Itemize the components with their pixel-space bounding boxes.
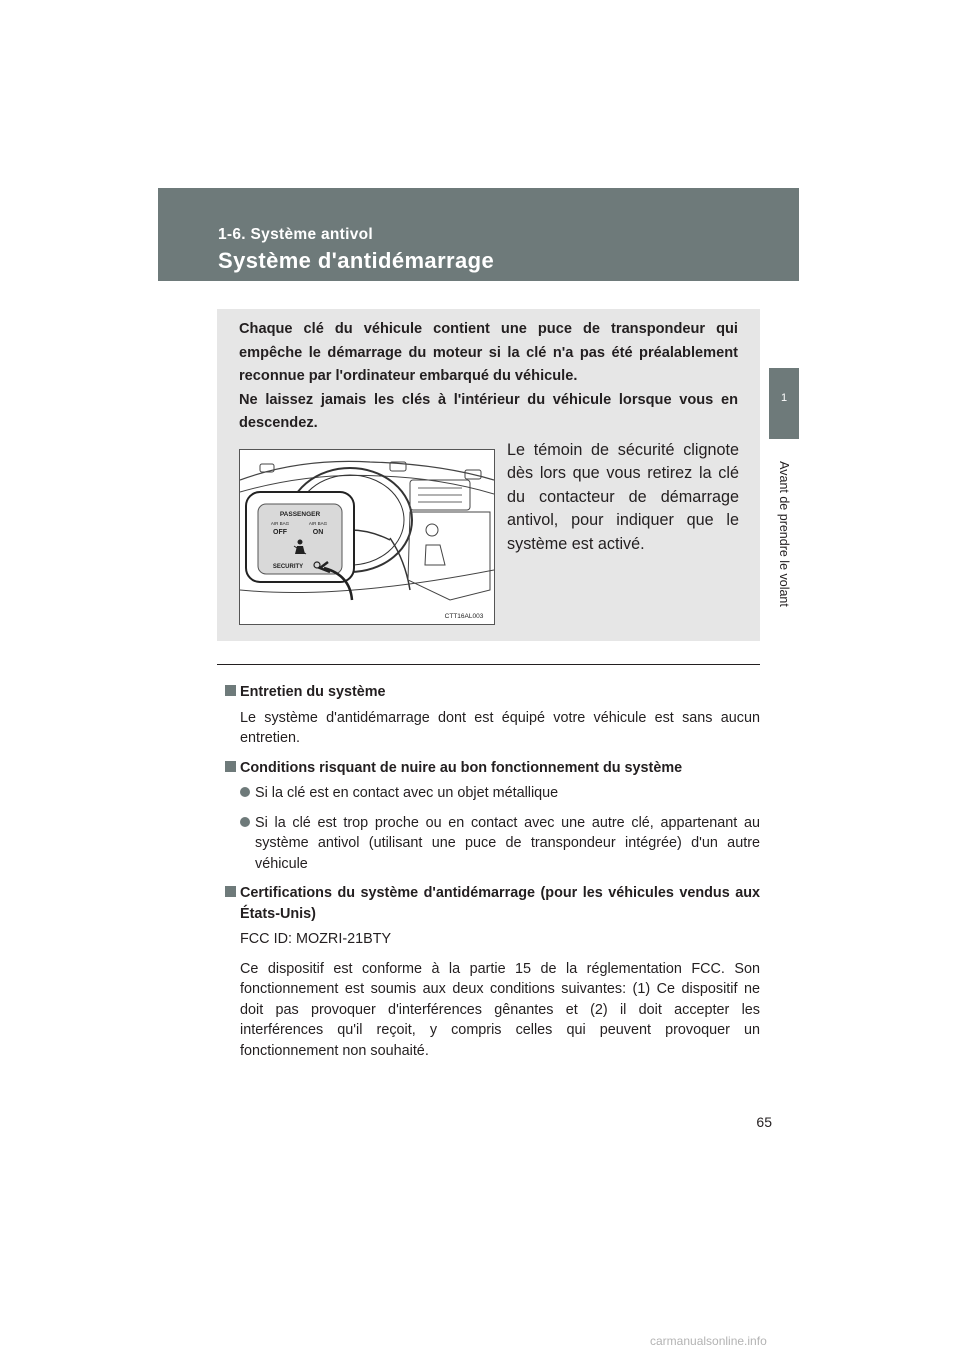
- section-heading: Certifications du système d'antidémarrage (pour les véhicules vendus aux États-Unis): [225, 883, 760, 924]
- list-item: Si la clé est en contact avec un objet métallique: [240, 783, 760, 804]
- square-bullet-icon: [225, 761, 236, 772]
- figure-caption: Le témoin de sécurité clignote dès lors que vous retirez la clé du contacteur de démarrage antivol, pour indiquer que le système est activé.: [507, 441, 739, 553]
- list-item: Si la clé est trop proche ou en contact avec une autre clé, appartenant au système antivol (utilisant une puce de transpondeur intégrée) d'un autre véhicule: [240, 813, 760, 875]
- chapter-number: 1: [780, 392, 788, 404]
- section-text: Ce dispositif est conforme à la partie 15 de la réglementation FCC. Son fonctionnement est soumis aux deux conditions suivantes: (1) Ce dispositif ne doit pas provoquer d'interférences gênantes et (2) il doit accepter les interférences qu'il reçoit, y compris celles qui peuvent provoquer un fonctionnement non souhaité.: [240, 960, 760, 1059]
- dashboard-drawing: [240, 450, 494, 624]
- on-label: ON: [312, 529, 324, 536]
- intro-paragraph-2: Ne laissez jamais les clés à l'intérieur du véhicule lorsque vous en descendez.: [239, 391, 738, 432]
- fcc-id: FCC ID: MOZRI-21BTY: [240, 931, 392, 947]
- square-bullet-icon: [225, 685, 236, 696]
- round-bullet-icon: [240, 817, 250, 827]
- content: [225, 682, 760, 1070]
- page-number: 65: [756, 1114, 772, 1130]
- intro-box: [217, 309, 760, 641]
- intro-text: [239, 318, 738, 436]
- watermark: carmanualsonline.info: [650, 1334, 767, 1348]
- intro-paragraph-1: Chaque clé du véhicule contient une puce de transpondeur qui empêche le démarrage du moteur si la clé n'a pas été préalablement reconnue par l'ordinateur embarqué du véhicule.: [239, 321, 738, 385]
- security-label: SECURITY: [272, 564, 304, 570]
- off-label: OFF: [273, 529, 287, 536]
- chapter-label: Avant de prendre le volant: [777, 461, 791, 607]
- passenger-label: PASSENGER: [279, 511, 321, 518]
- square-bullet-icon: [225, 886, 236, 897]
- airbag-left-label: AIR BAG: [270, 521, 290, 526]
- section-label: 1-6. Système antivol: [218, 226, 374, 243]
- divider: [217, 664, 760, 665]
- round-bullet-icon: [240, 787, 250, 797]
- section-heading: Entretien du système: [225, 682, 760, 703]
- page-title: Système d'antidémarrage: [218, 248, 495, 273]
- section-text: Le système d'antidémarrage dont est équipé votre véhicule est sans aucun entretien.: [240, 709, 760, 746]
- chapter-tab[interactable]: [769, 368, 799, 439]
- section-heading: Conditions risquant de nuire au bon fonctionnement du système: [225, 758, 760, 779]
- page-header: [158, 188, 799, 281]
- figure-code: CTT16AL003: [444, 613, 484, 620]
- airbag-right-label: AIR BAG: [308, 521, 328, 526]
- dashboard-illustration: [239, 449, 495, 625]
